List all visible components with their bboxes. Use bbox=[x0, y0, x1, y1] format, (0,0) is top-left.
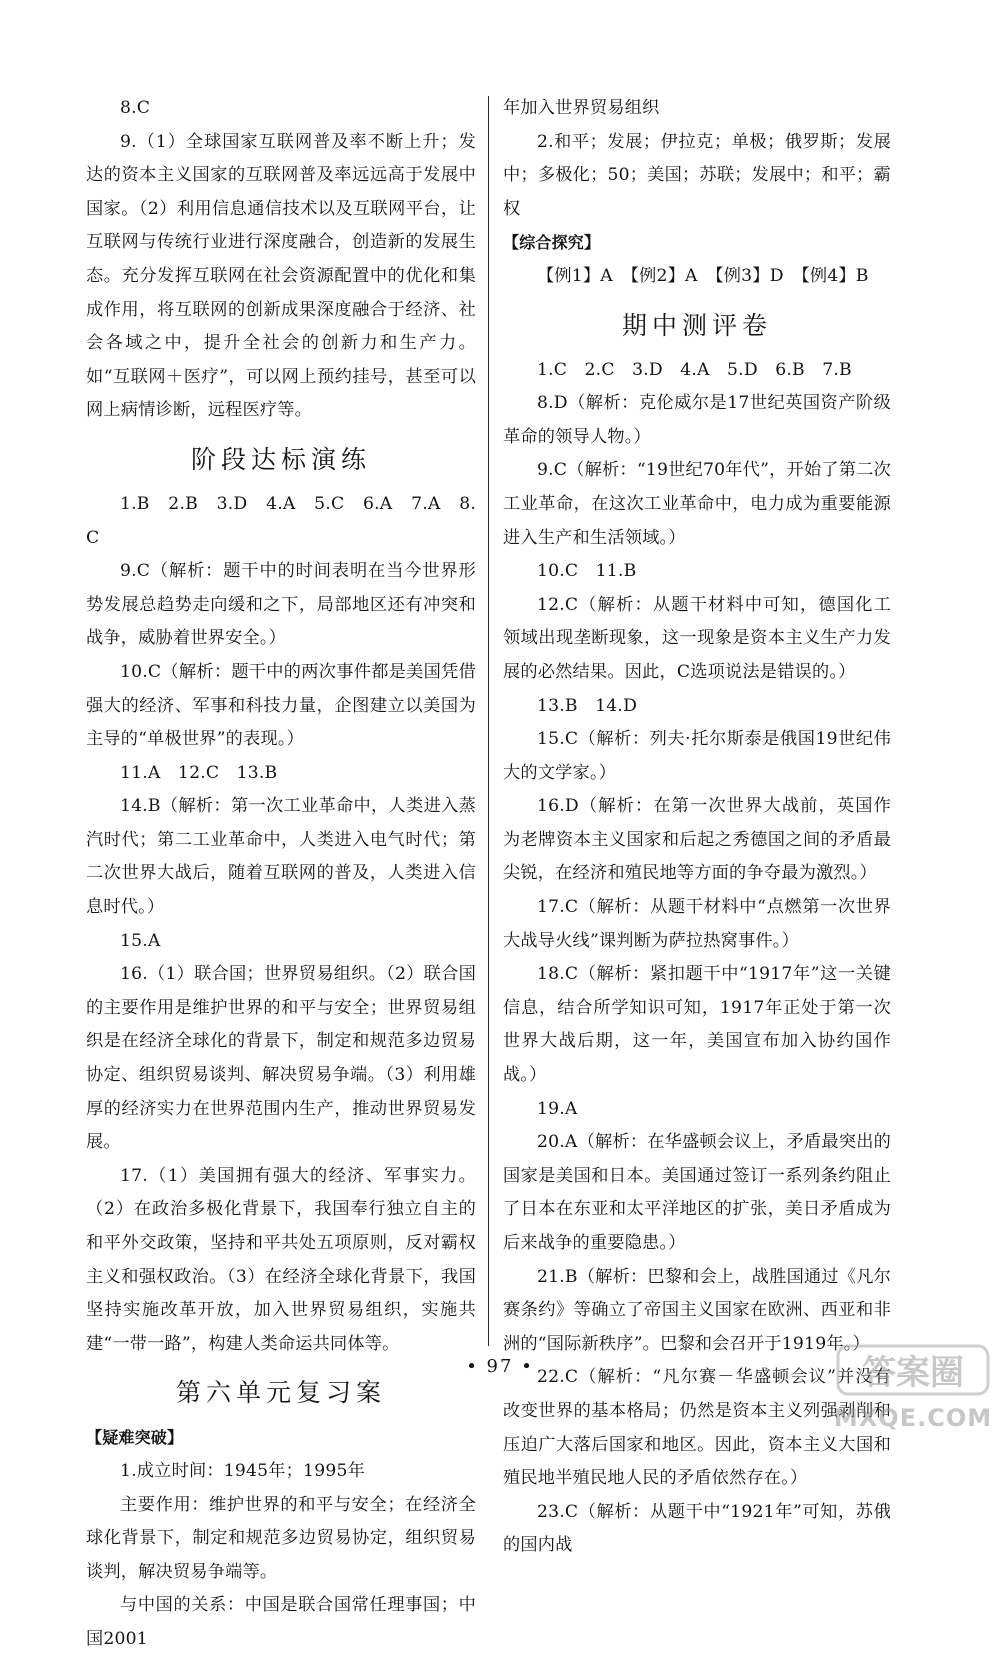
section-tag: 【疑难突破】 bbox=[86, 1428, 184, 1448]
page-number-dot-left: • bbox=[466, 1356, 479, 1377]
answer-paragraph: 18.C（解析：紧扣题干中“1917年”这一关键信息，结合所学知识可知，1917年正处于第一次世界大战后期，这一年，美国宣布加入协约国作战。） bbox=[503, 964, 891, 1086]
answer-paragraph: 9.（1）全球国家互联网普及率不断上升；发达的资本主义国家的互联网普及率远远高于发展中国家。（2）利用信息通信技术以及互联网平台，让互联网与传统行业进行深度融合，创造新的发展生态。充分发挥互联网在社会资源配置中的优化和集成作用，将互联网的创新成果深度融合于经济、社会各域之中，提升全社会的创新力和生产力。如“互联网＋医疗”，可以网上预约挂号，甚至可以网上病情诊断，远程医疗等。 bbox=[86, 131, 476, 421]
section-title: 期中测评卷 bbox=[621, 310, 772, 340]
answer-paragraph: 11.A 12.C 13.B bbox=[120, 762, 278, 783]
section-tag: 【综合探究】 bbox=[503, 233, 601, 253]
watermark-logo bbox=[834, 1338, 994, 1438]
answer-paragraph: 19.A bbox=[537, 1098, 578, 1119]
section-title: 阶段达标演练 bbox=[190, 444, 371, 474]
right-column bbox=[503, 92, 891, 1563]
answer-paragraph: 17.（1）美国拥有强大的经济、军事实力。（2）在政治多极化背景下，我国奉行独立自主的和平外交政策，坚持和平共处五项原则，反对霸权主义和强权政治。（3）在经济全球化背景下，我国坚持实施改革开放，加入世界贸易组织，实施共建“一带一路”，构建人类命运共同体等。 bbox=[86, 1165, 476, 1354]
answer-paragraph: 主要作用：维护世界的和平与安全；在经济全球化背景下，制定和规范多边贸易协定，组织贸易谈判，解决贸易争端等。 bbox=[86, 1494, 476, 1582]
answer-paragraph: 15.A bbox=[120, 930, 161, 951]
answer-paragraph: 8.D（解析：克伦威尔是17世纪英国资产阶级革命的领导人物。） bbox=[503, 393, 891, 447]
answer-paragraph: 2.和平；发展；伊拉克；单极；俄罗斯；发展中；多极化；50；美国；苏联；发展中；和平；霸权 bbox=[503, 131, 891, 219]
answer-paragraph: 9.C（解析：题干中的时间表明在当今世界形势发展总趋势走向缓和之下，局部地区还有冲突和战争，威胁着世界安全。） bbox=[86, 561, 476, 649]
svg-text:答案圈: 答案圈 bbox=[862, 1353, 964, 1393]
answer-paragraph: 20.A（解析：在华盛顿会议上，矛盾最突出的国家是美国和日本。美国通过签订一系列条约阻止了日本在东亚和太平洋地区的扩张，美日矛盾成为后来战争的重要隐患。） bbox=[503, 1132, 891, 1253]
answer-paragraph: 8.C bbox=[120, 98, 151, 118]
answer-paragraph: 1.B 2.B 3.D 4.A 5.C 6.A 7.A 8.C bbox=[86, 493, 476, 548]
page-number-value: 97 bbox=[486, 1356, 514, 1377]
answer-paragraph: 15.C（解析：列夫·托尔斯泰是俄国19世纪伟大的文学家。） bbox=[503, 729, 891, 783]
answer-paragraph: 10.C 11.B bbox=[537, 561, 637, 582]
answer-paragraph: 14.B（解析：第一次工业革命中，人类进入蒸汽时代；第二工业革命中，人类进入电气时代；第二次世界大战后，随着互联网的普及，人类进入信息时代。） bbox=[86, 796, 476, 918]
answer-paragraph: 10.C（解析：题干中的两次事件都是美国凭借强大的经济、军事和科技力量，企图建立以美国为主导的“单极世界”的表现。） bbox=[86, 661, 476, 750]
section-title: 第六单元复习案 bbox=[175, 1378, 386, 1408]
page-number-dot-right: • bbox=[521, 1356, 534, 1377]
answer-paragraph: 1.成立时间：1945年；1995年 bbox=[120, 1460, 365, 1481]
answer-paragraph: 16.D（解析：在第一次世界大战前，英国作为老牌资本主义国家和后起之秀德国之间的矛盾最尖锐，在经济和殖民地等方面的争夺最为激烈。） bbox=[503, 796, 891, 884]
answer-paragraph: 23.C（解析：从题干中“1921年”可知，苏俄的国内战 bbox=[503, 1501, 891, 1556]
column-divider bbox=[488, 96, 489, 1346]
svg-text:MXQE.COM: MXQE.COM bbox=[834, 1404, 993, 1432]
answer-paragraph: 9.C（解析：“19世纪70年代”，开始了第二次工业革命，在这次工业革命中，电力成为重要能源进入生产和生活领域。） bbox=[503, 460, 891, 548]
answer-paragraph: 1.C 2.C 3.D 4.A 5.D 6.B 7.B bbox=[537, 359, 852, 380]
answer-paragraph: 13.B 14.D bbox=[537, 695, 638, 716]
left-column bbox=[86, 92, 476, 1657]
answer-paragraph: 21.B（解析：巴黎和会上，战胜国通过《凡尔赛条约》等确立了帝国主义国家在欧洲、西亚和非洲的“国际新秩序”。巴黎和会召开于1919年。） bbox=[503, 1266, 891, 1354]
answer-paragraph: 与中国的关系：中国是联合国常任理事国；中国2001 bbox=[86, 1595, 476, 1649]
answer-paragraph: 17.C（解析：从题干材料中“点燃第一次世界大战导火线”课判断为萨拉热窝事件。） bbox=[503, 897, 891, 951]
answer-paragraph: 年加入世界贸易组织 bbox=[503, 98, 660, 118]
answer-paragraph: 16.（1）联合国；世界贸易组织。（2）联合国的主要作用是维护世界的和平与安全；世界贸易组织是在经济全球化的背景下，制定和规范多边贸易协定、组织贸易谈判、解决贸易争端。（3）利用雄厚的经济实力在世界范围内生产，推动世界贸易发展。 bbox=[86, 964, 476, 1153]
answer-paragraph: 【例1】A 【例2】A 【例3】D 【例4】B bbox=[537, 265, 869, 286]
answer-paragraph: 22.C（解析：“凡尔赛－华盛顿会议”并没有改变世界的基本格局；仍然是资本主义列强剥削和压迫广大落后国家和地区。因此，资本主义大国和殖民地半殖民地人民的矛盾依然存在。） bbox=[503, 1367, 891, 1489]
answer-paragraph: 12.C（解析：从题干材料中可知，德国化工领域出现垄断现象，这一现象是资本主义生产力发展的必然结果。因此，C选项说法是错误的。） bbox=[503, 594, 891, 682]
